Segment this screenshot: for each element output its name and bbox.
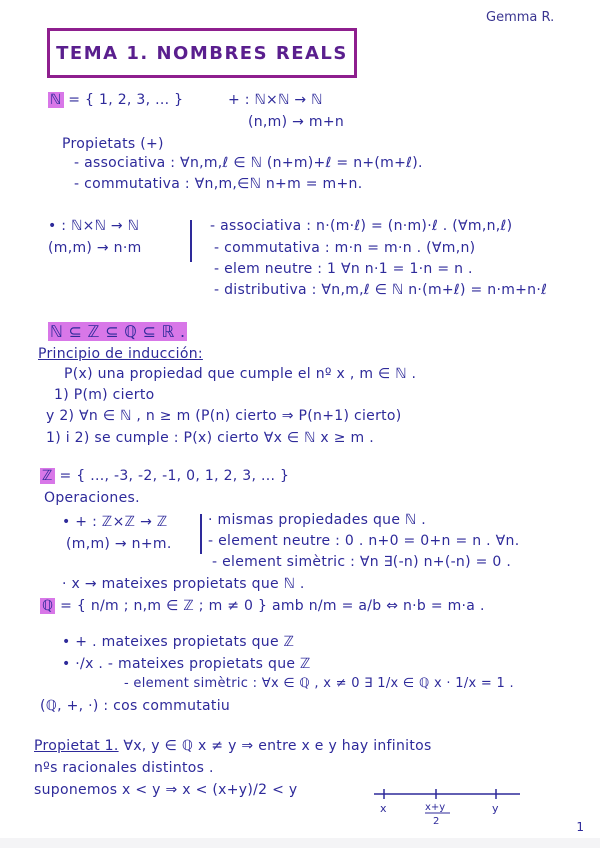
rationals-field: (ℚ, +, ·) : cos commutatiu <box>40 698 231 714</box>
brace-divider <box>200 514 202 554</box>
brace-divider <box>190 220 192 262</box>
naturals-symbol: ℕ <box>50 92 62 108</box>
number-line <box>370 780 530 830</box>
property-text: ∀x, y ∈ ℚ x ≠ y ⇒ entre x e y hay infinitos <box>123 738 432 754</box>
property-statement <box>34 738 432 754</box>
naturals-commutativa: - commutativa : ∀n,m,∈ℕ n+m = m+n. <box>74 176 363 192</box>
prod-neutral: - elem neutre : 1 ∀n n·1 = 1·n = n . <box>214 261 473 277</box>
integers-symmetric: - element simètric : ∀n ∃(-n) n+(-n) = 0 . <box>212 554 512 570</box>
naturals-definition <box>48 92 183 108</box>
page-number: 1 <box>576 820 584 834</box>
rationals-set: = { n/m ; n,m ∈ ℤ ; m ≠ 0 } amb n/m = a/b ⇔ n·b = m·a . <box>60 598 485 614</box>
label-mid-den: 2 <box>433 816 440 827</box>
induction-line-4: 1) i 2) se cumple : P(x) cierto ∀x ∈ ℕ x ≥ m . <box>46 430 374 446</box>
integers-sum-rule: (m,m) → n+m. <box>66 536 172 552</box>
rationals-definition <box>40 598 485 614</box>
prod-associativa: - associativa : n·(m·ℓ) = (n·m)·ℓ . (∀m,n,ℓ) <box>210 218 513 234</box>
integers-neutral: - element neutre : 0 . n+0 = 0+n = n . ∀n. <box>208 533 520 549</box>
prod-commutativa: - commutativa : m·n = m·n . (∀m,n) <box>214 240 476 256</box>
prod-distributiva: - distributiva : ∀n,m,ℓ ∈ ℕ n·(m+ℓ) = n·m+n·ℓ <box>214 282 548 298</box>
label-mid: x+y <box>425 802 446 813</box>
rationals-product: • ·/x . - mateixes propietats que ℤ <box>62 656 311 672</box>
property-title: Propietat 1. <box>34 738 119 754</box>
integers-definition <box>40 468 289 484</box>
induction-line-2: 1) P(m) cierto <box>54 387 155 403</box>
rationals-symbol: ℚ <box>42 598 54 614</box>
naturals-props-title: Propietats (+) <box>62 136 164 152</box>
set-inclusion-text: ℕ ⊆ ℤ ⊆ ℚ ⊆ ℝ . <box>50 322 186 341</box>
integers-product: · x → mateixes propietats que ℕ . <box>62 576 305 592</box>
property-statement-2: nºs racionales distintos . <box>34 760 214 776</box>
page-title: TEMA 1. NOMBRES REALS <box>47 28 357 78</box>
page-bottom-strip <box>0 838 600 848</box>
integers-symbol: ℤ <box>42 468 53 484</box>
rationals-sum: • + . mateixes propietats que ℤ <box>62 634 295 650</box>
label-x: x <box>380 802 387 815</box>
naturals-set: = { 1, 2, 3, ... } <box>68 92 184 108</box>
induction-title: Principio de inducción: <box>38 346 203 362</box>
naturals-prod-rule: (m,m) → n·m <box>48 240 142 256</box>
author-name: Gemma R. <box>486 10 555 25</box>
integers-same-props: · mismas propiedades que ℕ . <box>208 512 427 528</box>
integers-set: = { ..., -3, -2, -1, 0, 1, 2, 3, ... } <box>59 468 290 484</box>
naturals-associativa: - associativa : ∀n,m,ℓ ∈ ℕ (n+m)+ℓ = n+(m+ℓ). <box>74 155 423 171</box>
set-inclusion <box>48 322 187 341</box>
induction-line-1: P(x) una propiedad que cumple el nº x , m ∈ ℕ . <box>64 366 417 382</box>
label-y: y <box>492 802 499 815</box>
property-proof: suponemos x < y ⇒ x < (x+y)/2 < y <box>34 782 298 798</box>
rationals-inverse: - element simètric : ∀x ∈ ℚ , x ≠ 0 ∃ 1/x ∈ ℚ x · 1/x = 1 . <box>124 676 514 691</box>
naturals-sum-map: + : ℕ×ℕ → ℕ <box>228 92 323 108</box>
naturals-prod-map: • : ℕ×ℕ → ℕ <box>48 218 140 234</box>
integers-sum-map: • + : ℤ×ℤ → ℤ <box>62 514 168 530</box>
naturals-sum-rule: (n,m) → m+n <box>248 114 345 130</box>
induction-line-3: y 2) ∀n ∈ ℕ , n ≥ m (P(n) cierto ⇒ P(n+1) cierto) <box>46 408 402 424</box>
integers-ops-title: Operaciones. <box>44 490 140 506</box>
